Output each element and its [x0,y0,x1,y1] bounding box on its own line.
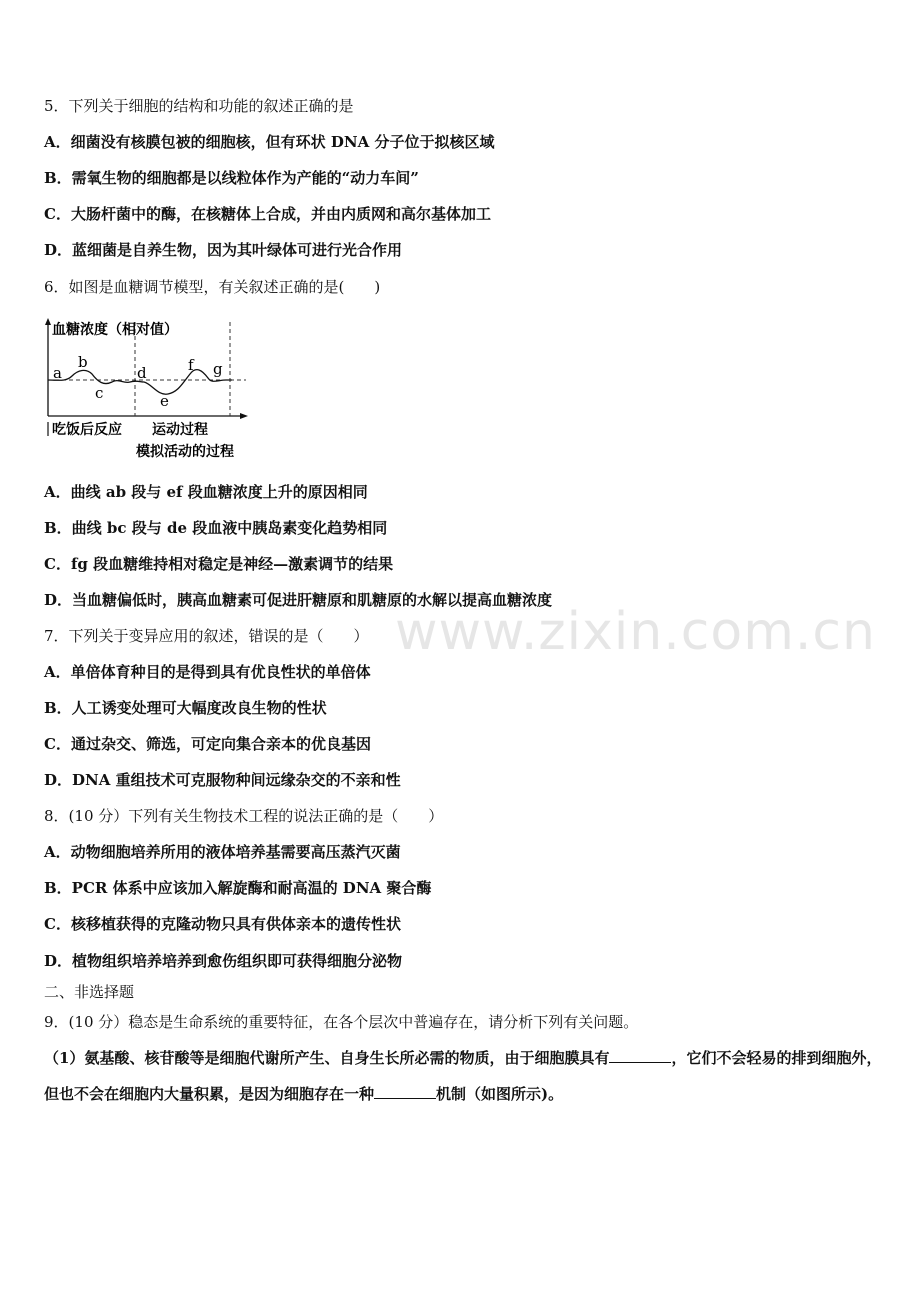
point-label-e: e [160,392,169,410]
q9-part1 [44,1040,884,1112]
q8-option-a: A．动物细胞培养所用的液体培养基需要高压蒸汽灭菌 [44,843,401,861]
q5-option-a: A．细菌没有核膜包被的细胞核，但有环状 DNA 分子位于拟核区域 [44,133,495,151]
q8-option-c: C．核移植获得的克隆动物只具有供体亲本的遗传性状 [44,915,401,933]
q5-option-c: C．大肠杆菌中的酶，在核糖体上合成，并由内质网和高尔基体加工 [44,205,491,223]
q8-option-d: D．植物组织培养培养到愈伤组织即可获得细胞分泌物 [44,952,403,970]
q9-part1-text-b: ，它们不会轻易的排到细胞外，但也不会在细胞内大量积累，是因为细胞存在一种 [44,1049,882,1103]
q9-part1-text-c: 机制（如图所示)。 [436,1085,564,1103]
q7-option-a: A．单倍体育种目的是得到具有优良性状的单倍体 [44,663,371,681]
q6-option-c: C．fg 段血糖维持相对稳定是神经—激素调节的结果 [44,555,394,573]
q7-option-b: B．人工诱变处理可大幅度改良生物的性状 [44,699,327,717]
q9-blank-2[interactable] [374,1080,436,1099]
section-heading: 二、非选择题 [44,983,135,1001]
q9-stem: 9．(10 分）稳态是生命系统的重要特征，在各个层次中普遍存在，请分析下列有关问题。 [44,1013,639,1031]
x-axis-arrow-icon [240,413,248,419]
x-label-bottom: 模拟活动的过程 [136,444,234,460]
q6-stem: 6．如图是血糖调节模型，有关叙述正确的是( ) [44,278,381,296]
q6-option-d: D．当血糖偏低时，胰高血糖素可促进肝糖原和肌糖原的水解以提高血糖浓度 [44,591,553,609]
y-axis-label: 血糖浓度（相对值） [52,322,178,338]
q9-blank-1[interactable] [609,1044,671,1063]
q5-option-d: D．蓝细菌是自养生物，因为其叶绿体可进行光合作用 [44,241,403,259]
x-label-left: 吃饭后反应 [52,422,122,438]
point-label-a: a [53,364,62,382]
point-label-g: g [213,360,223,378]
x-label-mid: 运动过程 [152,422,208,438]
q8-option-b: B．PCR 体系中应该加入解旋酶和耐高温的 DNA 聚合酶 [44,879,432,897]
q7-option-c: C．通过杂交、筛选，可定向集合亲本的优良基因 [44,735,371,753]
watermark: www.zixin.com.cn [395,602,876,662]
q5-stem: 5．下列关于细胞的结构和功能的叙述正确的是 [44,97,354,115]
point-label-d: d [137,364,147,382]
q6-option-a: A．曲线 ab 段与 ef 段血糖浓度上升的原因相同 [44,483,368,501]
blood-sugar-figure [40,312,255,462]
q6-option-b: B．曲线 bc 段与 de 段血液中胰岛素变化趋势相同 [44,519,388,537]
y-axis-arrow-icon [45,318,51,325]
q8-stem: 8．(10 分）下列有关生物技术工程的说法正确的是（ ） [44,807,444,825]
q5-option-b: B．需氧生物的细胞都是以线粒体作为产能的“动力车间” [44,169,419,187]
point-label-b: b [78,353,88,371]
q7-stem: 7．下列关于变异应用的叙述，错误的是（ ） [44,627,369,645]
q9-part1-text-a: （1）氨基酸、核苷酸等是细胞代谢所产生、自身生长所必需的物质，由于细胞膜具有 [44,1049,610,1067]
q7-option-d: D．DNA 重组技术可克服物种间远缘杂交的不亲和性 [44,771,401,789]
point-label-c: c [95,384,104,402]
point-label-f: f [188,356,194,374]
